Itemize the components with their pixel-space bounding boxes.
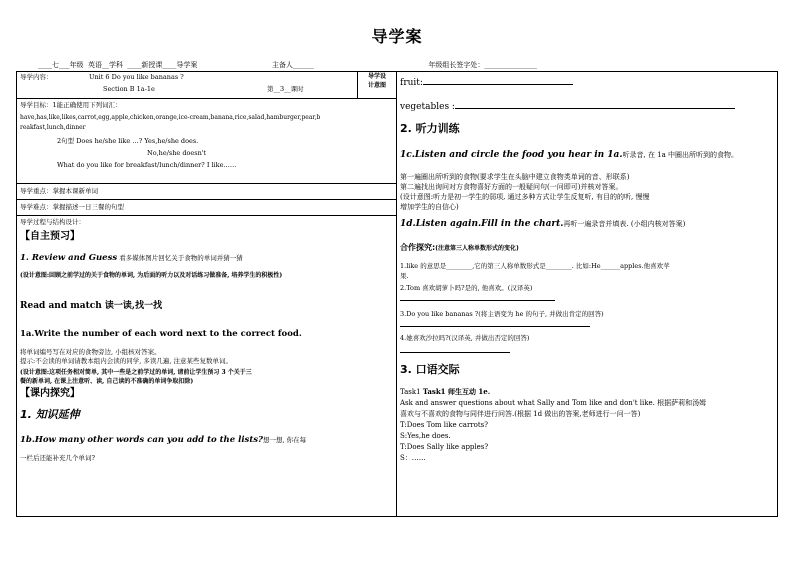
- difficulties-cell: [17, 200, 397, 216]
- self-study-heading: 【自主预习】: [20, 231, 80, 242]
- vegetables-line: vegetables :: [400, 102, 735, 112]
- coop-q4: 4.她喜欢沙拉吗?(汉译英, 并做出否定的回答): [400, 334, 530, 342]
- coop-heading: 合作探究:(注意第三人称单数形式的变化): [400, 243, 519, 252]
- goal-pattern-1: 2句型 Does he/she like …? Yes,he/she does.: [57, 137, 199, 145]
- listening-heading: 2. 听力训练: [400, 122, 460, 135]
- content-cell: [17, 72, 358, 99]
- goals-label: 导学目标：1能正确使用下列词汇：: [20, 101, 122, 109]
- task1: Task1 Task1 师生互动 1e.: [400, 387, 491, 396]
- section-label: Section B 1a-1e: [103, 85, 155, 93]
- period-label: 第__3__课时: [267, 85, 304, 93]
- goals-cell: [17, 99, 397, 184]
- write-note-1: 将单词编号写在对应的食物旁边, 小组核对答案。: [20, 348, 161, 356]
- review-design-note: (设计意图:回顾之前学过的关于食物的单词, 为后面的听力以及对话练习做准备, 培养学生的积极性): [20, 272, 283, 279]
- coop-q3: 3.Do you like bananas ?(将主语变为 he 的句子, 并做出肯定的回答): [400, 310, 604, 318]
- dialogue-line-2: S:Yes,he does.: [400, 432, 451, 440]
- key-points-cell: [17, 184, 397, 200]
- listen-step-2: 第二遍找出询问对方食物喜好方面的一般疑问句(一问即可)并核对答案。: [400, 183, 623, 191]
- write-design-2: 餐的新单词, 在课上注意听、读, 自己读的不准确的单词争取扣除): [20, 378, 194, 385]
- review-guess: 1. Review and Guess 看多媒体图片回忆关于食物的单词并猜一猜: [20, 253, 243, 263]
- coop-q1: 1.like 的意思是________,它的第三人称单数形式是________. 比如:He______apples.他喜欢苹: [400, 262, 670, 270]
- listen-1d: 1d.Listen again.Fill in the chart.再听一遍录音并填表. (小组内核对答案): [400, 219, 686, 229]
- write-1a-heading: 1a.Write the number of each word next to the correct food.: [20, 329, 302, 339]
- q1b-continued: 一栏后还能补充几个单词?: [20, 454, 95, 462]
- coop-q1b: 果.: [400, 272, 409, 280]
- goal-pattern-3: What do you like for breakfast/lunch/dinner? I like……: [57, 161, 237, 169]
- key-points: 导学重点：掌握本课新单词: [20, 187, 98, 195]
- header-grade: ____七___年级: [38, 61, 84, 69]
- header-lesson-type: ____新授课____导学案: [127, 61, 198, 69]
- goal-pattern-2: No,he/she doesn't: [147, 149, 207, 157]
- design-intent-cell: [358, 72, 397, 99]
- header-preparer: 主备人______: [271, 61, 314, 69]
- listen-step-1: 第一遍圈出所听到的食物(要求学生在头脑中建立食物类单词的音、形联系): [400, 173, 630, 181]
- difficulties: 导学难点：掌握描述一日三餐的句型: [20, 203, 124, 211]
- task-instruction-1: Ask and answer questions about what Sally and Tom like and don't like. 根据萨莉和汤姆: [400, 399, 707, 407]
- read-match-heading: Read and match 读一读,找一找: [20, 301, 163, 311]
- content-label: 导学内容：: [20, 73, 53, 81]
- knowledge-extension-heading: 1. 知识延伸: [20, 408, 80, 421]
- fruit-line: fruit:: [400, 78, 573, 88]
- process-label: 导学过程与结构设计：: [20, 218, 85, 226]
- design-label-2: 计意图: [367, 82, 386, 89]
- coop-q3-answer-line: [400, 326, 590, 327]
- vocab-line-1: have,has,like,likes,carrot,egg,apple,chicken,orange,ice-cream,banana,rice,salad,hamburger,pear,b: [20, 114, 321, 121]
- design-label-1: 导学设: [367, 73, 386, 80]
- task-instruction-2: 喜欢与不喜欢的食物与同伴进行问答.(根据 1d 做出的答案,老师进行一问一答): [400, 410, 641, 418]
- coop-q2-answer-line: [400, 300, 555, 301]
- listen-design-1: (设计意图:听力是初一学生的弱项, 通过多种方式让学生反复听, 有目的的听, 慢慢: [400, 193, 650, 201]
- write-design-1: (设计意图:这项任务相对简单, 其中一些是之前学过的单词, 请前让学生预习 3 个关于三: [20, 369, 252, 376]
- right-column: [397, 72, 778, 517]
- write-note-2: 提示:不会读的单词请教本组内会读的同学, 多读几遍, 注意某些复数单词。: [20, 357, 232, 365]
- header-leader-sign: 年级组长签字处：_______________: [428, 61, 537, 69]
- oral-heading: 3. 口语交际: [400, 363, 460, 376]
- listen-design-2: 增加学生的自信心): [400, 203, 459, 211]
- q1b: 1b.How many other words can you add to the lists?想一想, 你在每: [20, 435, 307, 445]
- dialogue-line-3: T:Does Sally like apples?: [400, 443, 489, 451]
- dialogue-line-4: S：……: [400, 454, 426, 462]
- class-explore-heading: 【课内探究】: [20, 388, 80, 399]
- dialogue-line-1: T:Does Tom like carrots?: [400, 421, 489, 429]
- lesson-plan-table: [16, 71, 778, 517]
- document-title: 导学案: [371, 27, 423, 46]
- process-cell: [17, 216, 397, 517]
- header-subject: 英语__学科: [87, 61, 123, 69]
- coop-q4-answer-line: [400, 352, 510, 353]
- listen-1c: 1c.Listen and circle the food you hear in 1a.听录音, 在 1a 中圈出所听到的食物。: [400, 150, 739, 160]
- unit-title: Unit 6 Do you like bananas ?: [89, 73, 184, 81]
- header-info: [38, 60, 778, 70]
- vocab-line-2: reakfast,lunch,dinner: [20, 124, 86, 131]
- coop-q2: 2.Tom 喜欢胡萝卜吗?是的, 他喜欢。(汉译英): [400, 284, 533, 292]
